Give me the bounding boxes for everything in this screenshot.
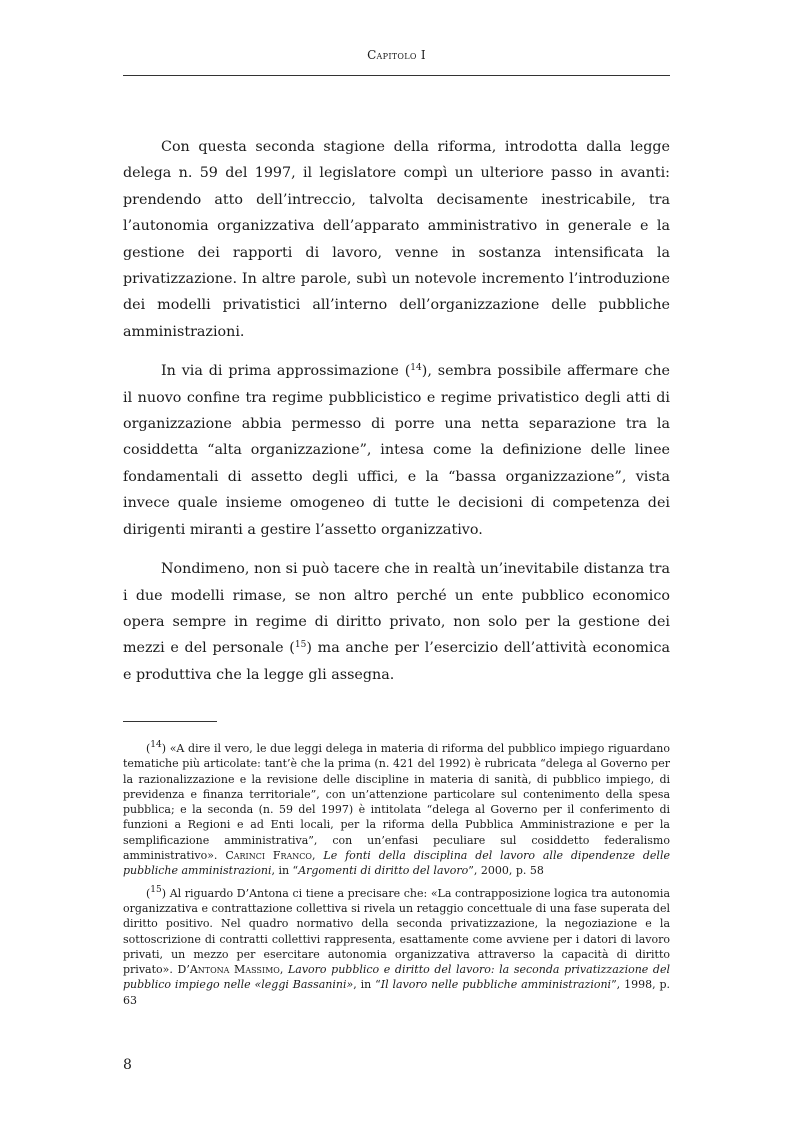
footnote-rule	[123, 721, 217, 722]
footnotes	[123, 741, 670, 1015]
paragraph-3	[123, 556, 670, 688]
footnote-title: Le fonti della disciplina del lavoro alle dipendenze delle pubbliche amministrazioni	[123, 849, 670, 878]
footnote-journal: Il lavoro nelle pubbliche amministrazioni	[380, 978, 612, 992]
paragraph-3-text-b: ) ma anche per l’esercizio dell’attività economica e produttiva che la legge gli assegna.	[123, 640, 670, 683]
footnote-15: ($^{15}$) Al riguardo D’Antona ci tiene a precisare che: «La contrapposizione logica tra autonomia organizzativa e contrattazione collettiva si rivela un retaggio concettuale di una fase superata del diritto positivo. Nel quadro normativo della seconda privatizzazione, la negoziazione e la sottoscrizione di contratti collettivi rappresenta, esattamente come avviene per i datori di lavoro privati, un mezzo per esercitare autonomia organizzativa attraverso la capacità di diritto privato». D’Antona Massimo, Lavoro pubblico e diritto del lavoro: la seconda privatizzazione del pubblico impiego nelle «leggi Bassanini», in “Il lavoro nelle pubbliche amministrazioni”, 1998, p. 63	[123, 884, 671, 1007]
footnote-text: «A dire il vero, le due leggi delega in materia di riforma del pubblico impiego riguardano tematiche più articolate: tant’è che la prima (n. 421 del 1992) è rubricata “delega al Governo per la razionalizzazione e la revisione delle discipline in materia di sanità, di pubblico impiego, di previdenza e finanza territoriale”, con un’attenzione particolare sul contenimento della spesa pubblica; e la seconda (n. 59 del 1997) è intitolata “delega al Governo per il conferimento di funzioni a Regioni e ad Enti locali, per la riforma della Pubblica Amministrazione e per la semplificazione amministrativa”, con un’enfasi peculiare sul cosiddetto federalismo amministrativo».	[123, 742, 670, 863]
footnote-separator: ,	[279, 963, 288, 977]
main-text	[123, 134, 670, 701]
footnote-author: D’Antona Massimo	[177, 963, 280, 977]
paragraph-2	[123, 358, 670, 543]
header-rule	[123, 75, 670, 76]
paragraph-2-text-a: In via di prima approssimazione (	[161, 363, 411, 380]
footnote-separator: ,	[312, 849, 324, 863]
paragraph-1: Con questa seconda stagione della riforma, introdotta dalla legge delega n. 59 del 1997, il legislatore compì un ulteriore passo in avanti: prendendo atto dell’intreccio, talvolta decisamente inestricabile, tra l’autonomia organizzativa dell’apparato amministrativo in generale e la gestione dei rapporti di lavoro, venne in sostanza intensificata la privatizzazione. In altre parole, subì un notevole incremento l’introduzione dei modelli privatistici all’interno dell’organizzazione delle pubbliche amministrazioni.	[123, 139, 670, 340]
footnote-separator: , in “	[271, 864, 299, 878]
footnote-citation-tail: ”, 2000, p. 58	[468, 864, 544, 878]
footnote-ref-15[interactable]: 15	[294, 640, 307, 651]
footnote-ref-14[interactable]: 14	[410, 363, 422, 374]
page-number: 8	[123, 1057, 132, 1073]
paragraph-2-text-b: ), sembra possibile affermare che il nuovo confine tra regime pubblicistico e regime privatistico degli atti di organizzazione abbia permesso di porre una netta separazione tra la cosiddetta “alta organizzazione”, intesa come la definizione delle linee fondamentali di assetto degli uffici, e la “bassa organizzazione”, vista invece quale insieme omogeneo di tutte le decisioni di competenza dei dirigenti miranti a gestire l’assetto organizzativo.	[123, 363, 670, 538]
footnote-text: Al riguardo D’Antona ci tiene a precisare che: «La contrapposizione logica tra autonomia organizzativa e contrattazione collettiva si rivela un retaggio concettuale di una fase superata del diritto positivo. Nel quadro normativo della seconda privatizzazione, la negoziazione e la sottoscrizione di contratti collettivi rappresenta, esattamente come avviene per i datori di lavoro privati, un mezzo per esercitare autonomia organizzativa attraverso la capacità di diritto privato».	[123, 886, 671, 977]
footnote-author: Carinci Franco	[225, 849, 312, 863]
footnote-number: 15	[150, 884, 162, 895]
footnote-14: ($^{14}$) «A dire il vero, le due leggi delega in materia di riforma del pubblico impiego riguardano tematiche più articolate: tant’è che la prima (n. 421 del 1992) è rubricata “delega al Governo per la razionalizzazione e la revisione delle discipline in materia di sanità, di pubblico impiego, di previdenza e finanza territoriale”, con un’attenzione particolare sul contenimento della spesa pubblica; e la seconda (n. 59 del 1997) è intitolata “delega al Governo per il conferimento di funzioni a Regioni e ad Enti locali, per la riforma della Pubblica Amministrazione e per la semplificazione amministrativa”, con un’enfasi peculiare sul cosiddetto federalismo amministrativo». Carinci Franco, Le fonti della disciplina del lavoro alle dipendenze delle pubbliche amministrazioni, in “Argomenti di diritto del lavoro”, 2000, p. 58	[123, 740, 670, 878]
paragraph-3-text-a: Nondimeno, non si può tacere che in realtà un’inevitabile distanza tra i due modelli rimase, se non altro perché un ente pubblico economico opera sempre in regime di diritto privato, non solo per la gestione dei mezzi e del personale (	[123, 561, 670, 657]
footnote-separator: , in “	[353, 978, 381, 992]
footnote-citation-tail: ”, 1998, p. 63	[123, 978, 670, 1007]
footnote-title: Lavoro pubblico e diritto del lavoro: la seconda privatizzazione del pubblico impiego nelle «leggi Bassanini»	[123, 963, 670, 992]
running-header: Capitolo I	[367, 48, 426, 62]
footnote-number: 14	[150, 740, 162, 750]
footnote-journal: Argomenti di diritto del lavoro	[298, 864, 469, 878]
